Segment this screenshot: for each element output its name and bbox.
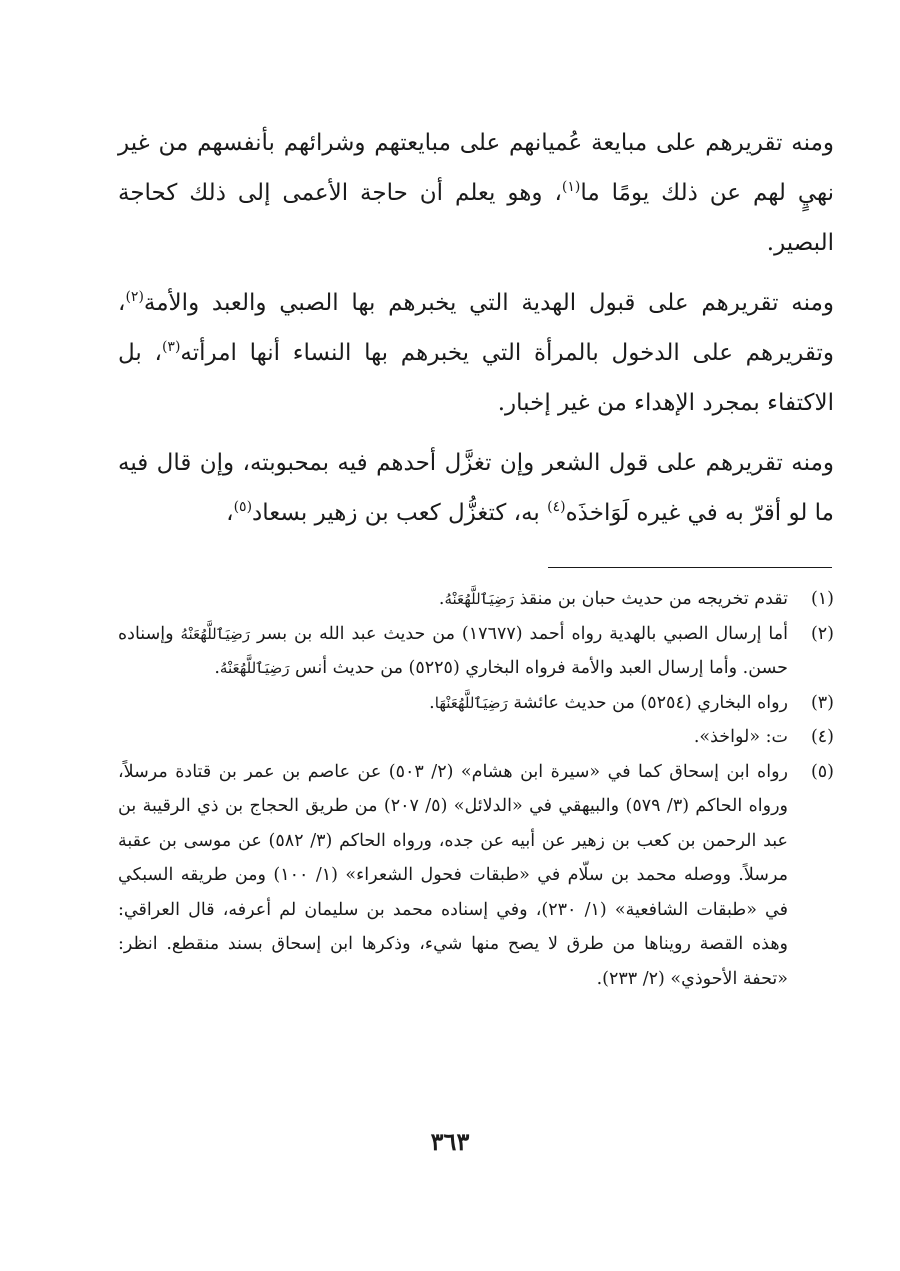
footnote-5	[118, 755, 834, 997]
footnotes	[118, 582, 834, 996]
footnote-text	[118, 755, 788, 997]
footnote-2-tail: .	[214, 658, 220, 678]
footnote-2	[118, 617, 834, 686]
main-text	[118, 118, 834, 548]
honorific-glyph: رَضِيَٱللَّهُعَنْهُ	[180, 624, 251, 643]
footnote-number: (٣)	[810, 692, 834, 713]
paragraph-2	[118, 278, 834, 428]
paragraph-1-text: ومنه تقريرهم على مبايعة عُميانهم على مبايعتهم وشرائهم بأنفسهم من غير نهيٍ لهم عن ذلك يومًا ما	[118, 130, 834, 206]
footnote-ref-4[interactable]: (٤)	[547, 499, 566, 515]
page-number: ٣٦٣	[430, 1127, 470, 1156]
footnote-number: (٥)	[810, 761, 834, 782]
footnote-1	[118, 582, 834, 617]
footnote-text	[118, 720, 788, 755]
footnote-number: (٢)	[810, 623, 834, 644]
footnote-ref-2[interactable]: (٢)	[125, 289, 144, 305]
paragraph-3-text-c: ،	[226, 500, 234, 526]
footnote-text	[118, 686, 788, 721]
footnote-number: (٤)	[810, 727, 834, 747]
footnote-3-body: رواه البخاري (٥٢٥٤) من حديث عائشة	[513, 692, 788, 713]
footnote-4	[118, 720, 834, 755]
paragraph-2-text-c: ، بل الاكتفاء بمجرد الإهداء من غير إخبار.	[118, 340, 834, 416]
paragraph-2-text-a: ومنه تقريرهم على قبول الهدية التي يخبرهم بها الصبي والعبد والأمة	[143, 290, 834, 316]
footnote-3	[118, 686, 834, 721]
footnote-number: (١)	[810, 589, 834, 609]
paragraph-2-text-b: ، وتقريرهم على الدخول بالمرأة التي يخبرهم بها النساء أنها امرأته	[118, 290, 834, 366]
footnote-ref-1[interactable]: (١)	[561, 179, 581, 195]
footnote-2-body-b: وإسناده حسن. وأما إرسال العبد والأمة فرواه البخاري (٥٢٢٥) من حديث أنس	[118, 623, 788, 678]
paragraph-1-end: ، وهو يعلم أن حاجة الأعمى إلى ذلك كحاجة البصير.	[118, 180, 834, 256]
footnote-3-tail: .	[429, 692, 435, 713]
honorific-glyph: رَضِيَٱللَّهُعَنْهُ	[219, 659, 290, 677]
footnote-5-body: رواه ابن إسحاق كما في «سيرة ابن هشام» (٢/ ٥٠٣) عن عاصم بن عمر بن قتادة مرسلاً، ورواه الحاكم (٣/ ٥٧٩) والبيهقي في «الدلائل» (٥/ ٢٠٧) من طريق الحجاج بن ذي الرقيبة بن عبد الرحمن بن كعب بن زهير عن أبيه عن جده، ورواه الحاكم (٣/ ٥٨٢) عن موسى بن عقبة مرسلاً. ووصله محمد بن سلّام في «طبقات فحول الشعراء» (١/ ١٠٠) ومن طريقه السبكي في «طبقات الشافعية» (١/ ٢٣٠)، وفي إسناده محمد بن سليمان لم أعرفه، قال العراقي: وهذه القصة رويناها من طرق لا يصح منها شيء، وذكرها ابن إسحاق بسند منقطع. انظر: «تحفة الأحوذي» (٢/ ٢٣٣).	[118, 761, 788, 989]
footnote-ref-5[interactable]: (٥)	[233, 499, 253, 515]
footnote-text	[118, 582, 788, 617]
footnote-4-body: ت: «لواخذ».	[693, 727, 788, 747]
paragraph-3-text-b: به، كتغزُّل كعب بن زهير بسعاد	[252, 500, 548, 526]
footnote-1-body: تقدم تخريجه من حديث حبان بن منقذ	[519, 589, 788, 609]
footnote-separator	[548, 567, 832, 568]
footnote-2-body: أما إرسال الصبي بالهدية رواه أحمد (١٧٦٧٧) من حديث عبد الله بن بسر	[256, 623, 788, 644]
paragraph-3-text-a: ومنه تقريرهم على قول الشعر وإن تغزَّل أحدهم فيه بمحبوبته، وإن قال فيه ما لو أقرّ به في غيره لَوَاخذَه	[118, 450, 834, 526]
footnote-ref-3[interactable]: (٣)	[161, 339, 181, 355]
paragraph-3	[118, 438, 834, 538]
honorific-glyph: رَضِيَٱللَّهُعَنْهُ	[444, 590, 514, 608]
footnote-1-tail: .	[438, 589, 445, 609]
paragraph-1	[118, 118, 834, 268]
footnote-text	[118, 617, 788, 686]
honorific-glyph: رَضِيَٱللَّهُعَنْهَا	[434, 693, 508, 712]
